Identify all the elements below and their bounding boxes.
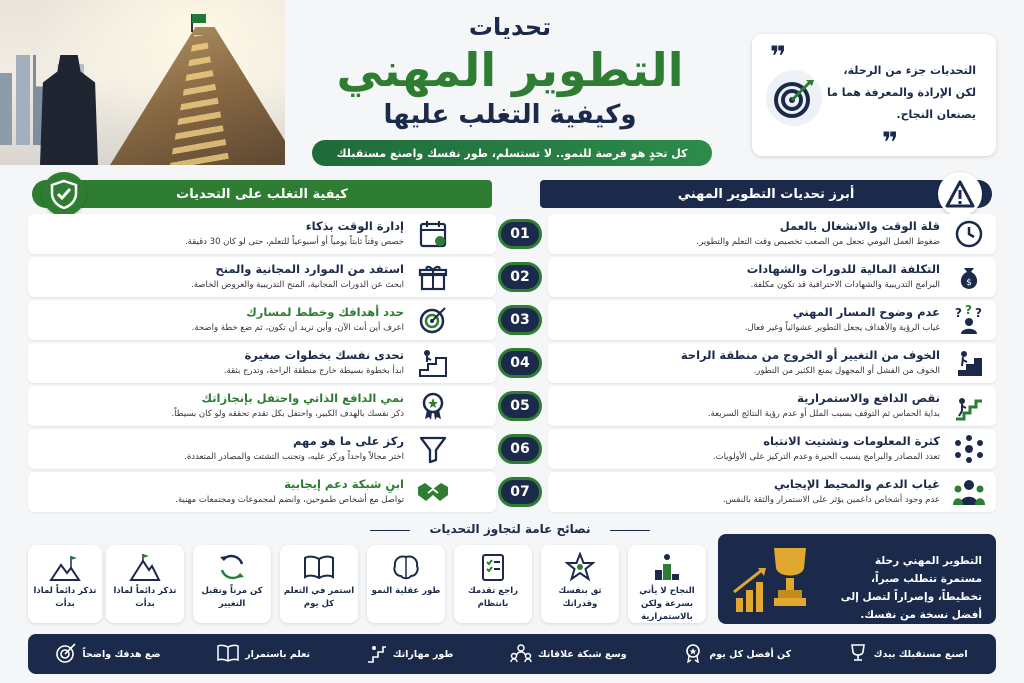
challenge-title: كثرة المعلومات وتشتيت الانتباه [763,434,940,448]
challenge-desc: ضغوط العمل اليومي تجعل من الصعب تخصيص وقت التعلم والتطوير. [696,237,940,247]
quote-mark-close-icon: ❞ [882,126,899,159]
challenge-title: نقص الدافع والاستمرارية [797,391,940,405]
shield-check-icon [42,172,86,216]
solution-row [28,429,496,469]
step-number: 06 [498,434,542,464]
tip-card [280,545,358,623]
title-line-2: التطوير المهني [336,43,684,97]
steps-icon [416,347,450,379]
bottom-item-text: ضع هدفك واضحاً [82,648,161,660]
solution-desc: ابدأ بخطوة بسيطة خارج منطقة الراحة، وتدرج بثقة. [223,366,404,376]
solution-title: ابنِ شبكة دعم إيجابية [284,477,404,491]
step-number: 02 [498,262,542,292]
solution-row [28,257,496,297]
tip-text: راجع تقدمك بانتظام [467,586,519,609]
challenge-row [548,300,996,340]
tip-text: تذكر دائماً لماذا بدأت [113,586,177,609]
solutions-header-text: كيفية التغلب على التحديات [176,186,348,202]
bottom-bar [28,634,996,674]
challenge-title: قلة الوقت والانشغال بالعمل [779,219,940,233]
solution-desc: اعرف أين أنت الآن، وأين تريد أن تكون، ثم ضع خطة واضحة. [191,323,404,333]
challenge-row [548,472,996,512]
tip-text: كن مرناً وتقبل التغيير [201,586,263,609]
bottom-item-text: طور مهاراتك [392,648,454,660]
target-icon [416,304,450,336]
question-person-icon [952,304,986,336]
group-icon [952,476,986,508]
bottom-item [217,644,310,665]
bullseye-icon [56,643,76,666]
page-title [300,12,720,132]
step-number: 01 [498,219,542,249]
svg-text:$: $ [966,278,972,288]
tip-text: النجاح لا يأتي بسرعة ولكن بالاستمرارية [639,586,695,622]
bottom-item [367,643,454,666]
tips-title: نصائح عامة لتجاوز التحديات [380,522,640,536]
challenge-desc: عدم وجود أشخاص داعمين يؤثر على الاستمرار والثقة بالنفس. [722,495,940,505]
mountain-flag-icon [28,549,102,585]
challenge-title: غياب الدعم والمحيط الإيجابي [773,477,940,491]
trophy-icon [848,643,868,666]
bottom-item-text: وسع شبكة علاقاتك [537,648,627,660]
medal-icon [416,390,450,422]
medal-star-icon [683,643,703,666]
solution-row [28,300,496,340]
gift-icon [416,261,450,293]
open-book-icon [217,644,239,665]
challenge-title: التكلفة المالية للدورات والشهادات [746,262,940,276]
solution-desc: ذكر نفسك بالهدف الكبير، واحتفل بكل تقدم تحققه ولو كان بسيطاً. [171,409,404,419]
money-bag-icon [952,261,986,293]
network-icon [952,433,986,465]
people-network-icon [510,643,532,666]
tip-card [628,545,706,623]
brain-icon [367,549,445,585]
summit-flag-icon [192,14,206,23]
solution-desc: ابحث عن الدورات المجانية، المنح التدريبية والعروض الخاصة. [191,280,404,290]
tip-text: استمر في التعلم كل يوم [283,586,355,609]
challenge-row [548,343,996,383]
podium-icon [628,549,706,585]
step-number: 07 [498,477,542,507]
funnel-icon [416,433,450,465]
tip-card [106,545,184,623]
tagline-banner [312,140,712,166]
summary-card [718,534,996,624]
solution-row [28,214,496,254]
cycle-icon [193,549,271,585]
svg-text:?: ? [955,306,962,320]
challenge-row [548,257,996,297]
challenge-desc: بداية الحماس ثم التوقف بسبب الملل أو عدم رؤية النتائج السريعة. [707,409,940,419]
solution-row [28,472,496,512]
mountain-flag-icon [106,549,184,585]
climb-icon [952,390,986,422]
tip-card [28,545,102,623]
tip-text: طور عقلية النمو [371,586,441,596]
solutions-header [32,180,492,208]
quote-mark-open-icon: ❞ [770,40,787,73]
bottom-item-text: كن أفضل كل يوم [709,648,792,660]
solution-row [28,343,496,383]
solution-row [28,386,496,426]
challenge-row [548,214,996,254]
star-icon [541,549,619,585]
tip-text: تذكر دائماً لماذا بدأت [33,586,97,609]
calendar-icon [416,218,450,250]
solution-desc: اختر مجالاً واحداً وركز عليه، وتجنب التشتت والمصادر المتعددة. [184,452,404,462]
solution-title: نمي الدافع الذاتي واحتفل بإنجازاتك [201,391,404,405]
solution-desc: خصص وقتاً ثابتاً يومياً أو أسبوعياً للتعلم، حتى لو كان 30 دقيقة. [184,237,404,247]
step-number: 04 [498,348,542,378]
solution-desc: تواصل مع أشخاص طموحين، وانضم لمجموعات ومجتمعات مهنية. [175,495,404,505]
tip-card [193,545,271,623]
summary-text: التطوير المهني رحلة مستمرة تتطلب صبراً، تخطيطاً، وإصراراً لتصل إلى أفضل نسخة من نفسك. [840,555,982,621]
challenge-row [548,386,996,426]
bottom-item [848,643,968,666]
hero-illustration [0,0,285,165]
step-number: 03 [498,305,542,335]
clock-icon [952,218,986,250]
challenge-desc: تعدد المصادر والبرامج يسبب الحيرة وعدم التركيز على الأولويات. [712,452,940,462]
tagline-text: كل تحدٍ هو فرصة للنمو.. لا تستسلم، طور نفسك واصنع مستقبلك [336,146,688,160]
quote-card [752,34,996,159]
title-line-1: تحديات [468,13,552,41]
stairs-icon [367,643,387,666]
step-number: 05 [498,391,542,421]
target-arrow-icon [766,70,822,126]
tip-card [454,545,532,623]
challenges-header-text: أبرز تحديات التطوير المهني [677,186,855,202]
trophy-growth-icon [732,542,812,616]
challenges-header [540,180,992,208]
challenge-desc: الخوف من الفشل أو المجهول يمنع الكثير من التطور. [753,366,940,376]
bottom-item [56,643,160,666]
tip-card [367,545,445,623]
challenge-desc: غياب الرؤية والأهداف يجعل التطوير عشوائياً وغير فعال. [744,323,940,333]
challenge-desc: البرامج التدريبية والشهادات الاحترافية قد تكون مكلفة. [750,280,940,290]
checklist-icon [454,549,532,585]
challenge-title: عدم وضوح المسار المهني [792,305,940,319]
bottom-item-text: تعلم باستمرار [245,648,311,660]
solution-title: استفد من الموارد المجانية والمنح [215,262,404,276]
stairs-person-icon [952,347,986,379]
svg-text:?: ? [975,306,982,320]
title-line-3: وكيفية التغلب عليها [383,100,637,130]
handshake-icon [416,476,450,508]
warning-icon [938,172,982,216]
challenge-row [548,429,996,469]
bottom-item [683,643,791,666]
solution-title: ركز على ما هو مهم [292,434,404,448]
quote-text: التحديات جزء من الرحلة، لكن الإرادة والمعرفة هما ما يصنعان النجاح. [826,64,976,121]
svg-text:?: ? [965,305,972,317]
challenge-title: الخوف من التغيير أو الخروج من منطقة الراحة [680,348,940,362]
book-icon [280,549,358,585]
solution-title: تحدى نفسك بخطوات صغيرة [244,348,404,362]
solution-title: حدد أهدافك وخطط لمسارك [246,305,404,319]
bottom-item [510,643,627,666]
tip-text: ثق بنفسك وقدراتك [558,586,602,609]
solution-title: إدارة الوقت بذكاء [305,219,404,233]
tip-card [541,545,619,623]
bottom-item-text: اصنع مستقبلك بيدك [873,648,968,660]
